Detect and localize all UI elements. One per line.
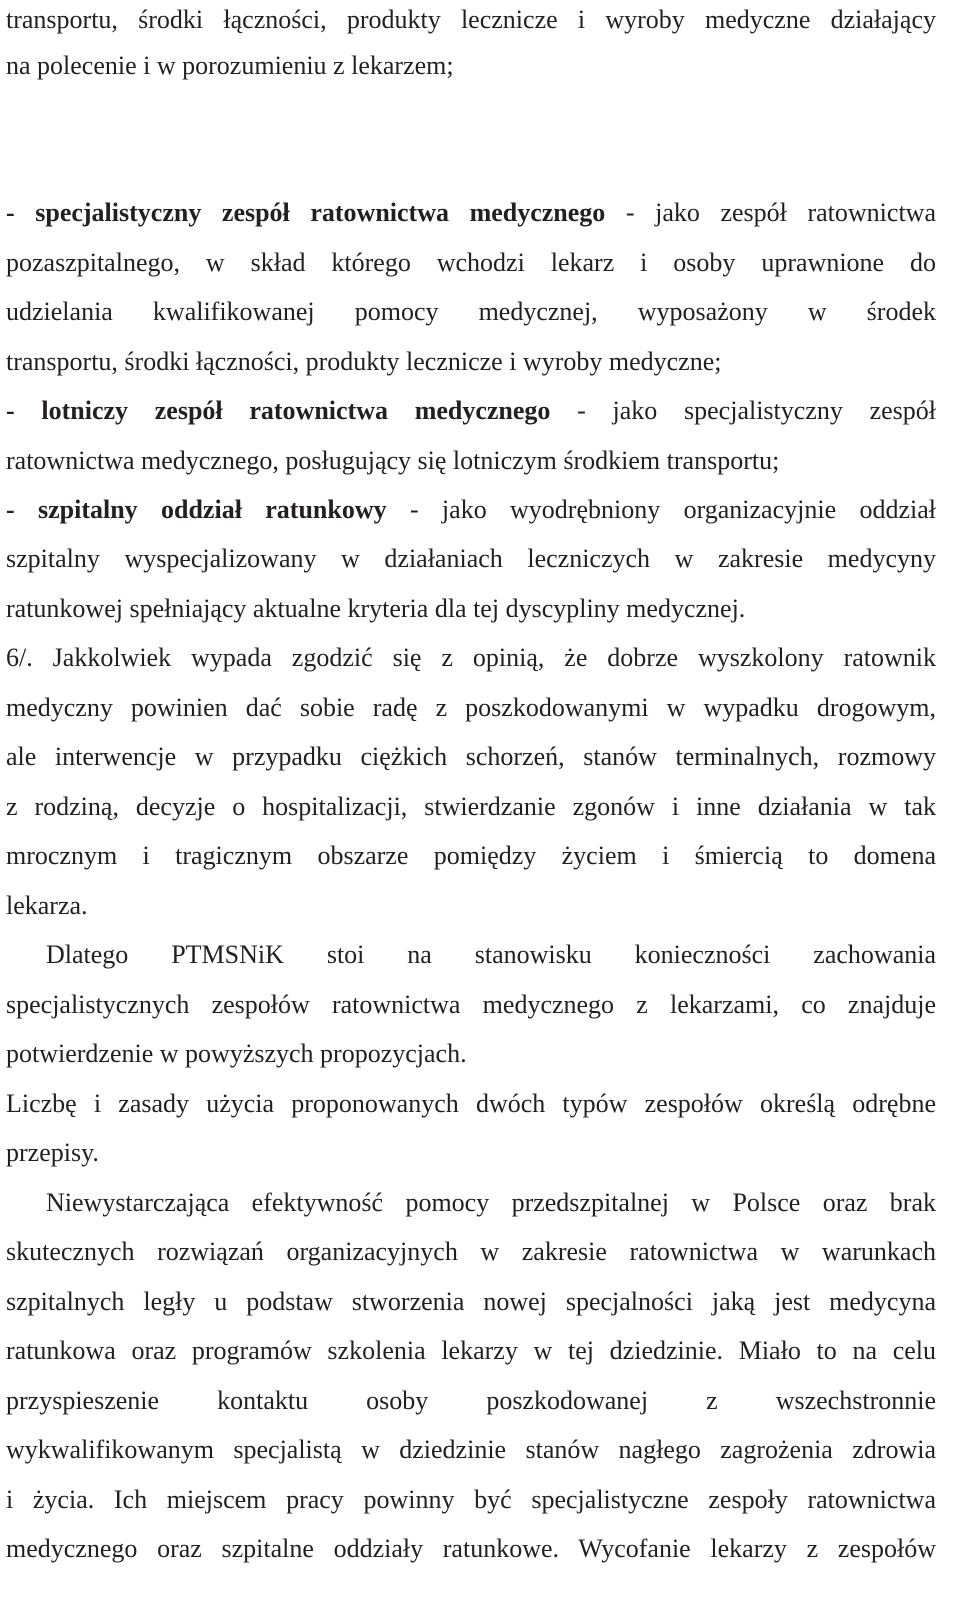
text-line: medycznego oraz szpitalne oddziały ratunkowe. Wycofanie lekarzy z zespołów [6,1534,936,1563]
text-line: z rodziną, decyzje o hospitalizacji, stwierdzanie zgonów i inne działania w tak [6,792,936,821]
text-line: szpitalny wyspecjalizowany w działaniach leczniczych w zakresie medycyny [6,544,936,573]
text-line: szpitalnych legły u podstaw stworzenia nowej specjalności jaką jest medycyna [6,1287,936,1316]
text-line: lekarza. [6,891,88,920]
emergency-medicine-paragraph: Niewystarczająca efektywność pomocy przedszpitalnej w Polsce oraz brak [46,1188,936,1217]
text-line: medyczny powinien dać sobie radę z poszkodowanymi w wypadku drogowym, [6,693,936,722]
term-air-team: - lotniczy zespół ratownictwa medycznego [6,396,551,425]
text-line: transportu, środki łączności, produkty lecznicze i wyroby medyczne; [6,347,722,376]
term-emergency-ward: - szpitalny oddział ratunkowy [6,495,387,524]
text-line: i życia. Ich miejscem pracy powinny być specjalistyczne zespoły ratownictwa [6,1485,936,1514]
definition-specialist-team: - specjalistyczny zespół ratownictwa medycznego - jako zespół ratownictwa [6,198,936,227]
text-line: potwierdzenie w powyższych propozycjach. [6,1039,467,1068]
term-specialist-team: - specjalistyczny zespół ratownictwa medycznego [6,198,606,227]
text-line: na polecenie i w porozumieniu z lekarzem; [6,51,454,80]
text-line: transportu, środki łączności, produkty lecznicze i wyroby medyczne działający [6,5,936,34]
text-line: Liczbę i zasady użycia proponowanych dwóch typów zespołów określą odrębne [6,1089,936,1118]
text-line: udzielania kwalifikowanej pomocy medycznej, wyposażony w środek [6,297,936,326]
section-6-paragraph: 6/. Jakkolwiek wypada zgodzić się z opinią, że dobrze wyszkolony ratownik [6,643,936,672]
ptmsnik-position-paragraph: Dlatego PTMSNiK stoi na stanowisku konieczności zachowania [46,940,936,969]
text-line: wykwalifikowanym specjalistą w dziedzinie stanów nagłego zagrożenia zdrowia [6,1435,936,1464]
definition-air-team: - lotniczy zespół ratownictwa medycznego - jako specjalistyczny zespół [6,396,936,425]
text-line: ale interwencje w przypadku ciężkich schorzeń, stanów terminalnych, rozmowy [6,742,936,771]
text-line: przepisy. [6,1138,99,1167]
definition-emergency-ward: - szpitalny oddział ratunkowy - jako wyodrębniony organizacyjnie oddział [6,495,936,524]
text-line: skutecznych rozwiązań organizacyjnych w zakresie ratownictwa w warunkach [6,1237,936,1266]
text-line: ratunkowej spełniający aktualne kryteria dla tej dyscypliny medycznej. [6,594,746,623]
text-line: ratownictwa medycznego, posługujący się lotniczym środkiem transportu; [6,446,780,475]
text-line: przyspieszenie kontaktu osoby poszkodowanej z wszechstronnie [6,1386,936,1415]
text-line: specjalistycznych zespołów ratownictwa medycznego z lekarzami, co znajduje [6,990,936,1019]
text-line: pozaszpitalnego, w skład którego wchodzi lekarz i osoby uprawnione do [6,248,936,277]
text-line: mrocznym i tragicznym obszarze pomiędzy życiem i śmiercią to domena [6,841,936,870]
text-line: ratunkowa oraz programów szkolenia lekarzy w tej dziedzinie. Miało to na celu [6,1336,936,1365]
